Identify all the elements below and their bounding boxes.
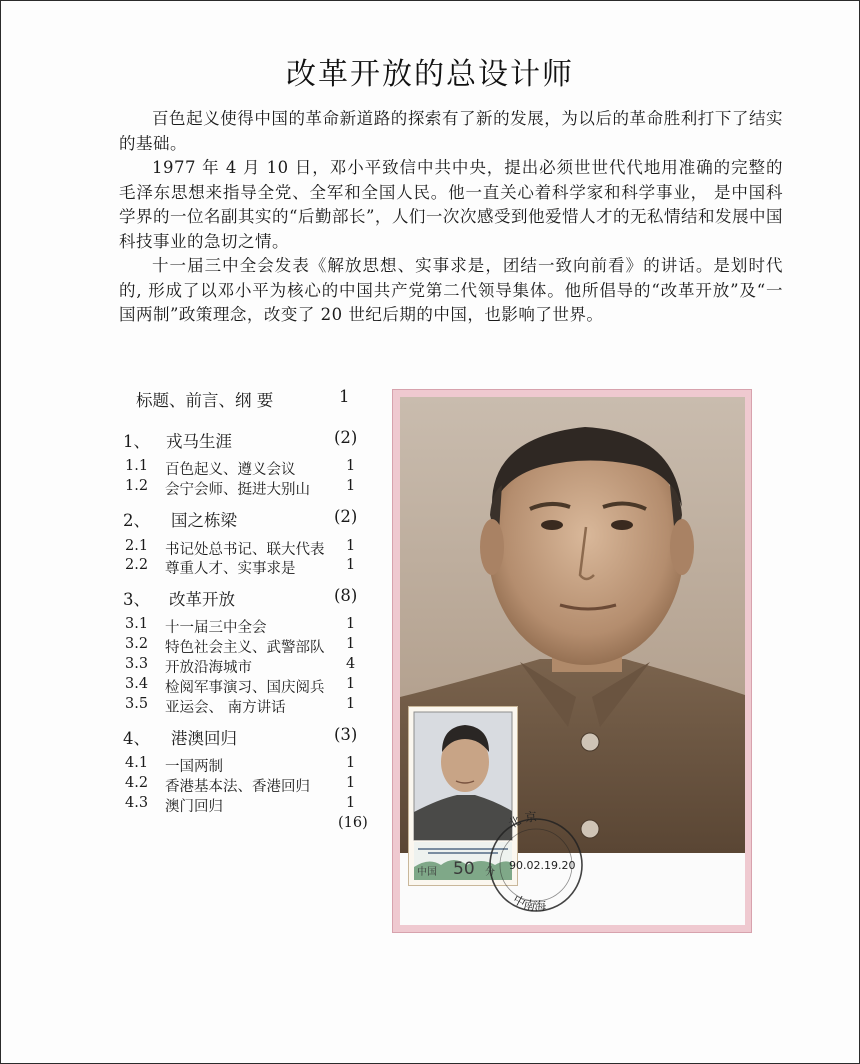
toc-item-number: 3.3 xyxy=(125,656,149,672)
toc-header-page: 1 xyxy=(339,387,350,406)
toc-item-number: 4.1 xyxy=(125,755,149,771)
toc-section-title: 戎马生涯 xyxy=(166,432,232,451)
toc-section-title: 港澳回归 xyxy=(171,729,237,748)
toc-section-count: (2) xyxy=(334,507,358,526)
intro-paragraph-2: 1977 年 4 月 10 日，邓小平致信中共中央，提出必须世世代代地用准确的完整的毛泽东思想来指导全党、全军和全国人民。他一直关心着科学家和科学事业， 是中国科学界的一位名副其实的“后勤部长”，人们一次次感受到他爱惜人才的无私情结和发展中国科技事业的急切之情。 xyxy=(119,158,783,251)
toc-item-title: 检阅军事演习、国庆阅兵 xyxy=(165,680,325,696)
toc-item-page: 1 xyxy=(346,755,356,771)
toc-item-page: 1 xyxy=(346,696,356,712)
toc-item-title: 亚运会、 南方讲话 xyxy=(165,700,286,716)
toc-item-title: 书记处总书记、联大代表 xyxy=(165,542,325,558)
toc-section-number: 3、 xyxy=(123,590,150,609)
toc-item-title: 十一届三中全会 xyxy=(165,620,267,636)
toc-item-page: 1 xyxy=(346,636,356,652)
toc-item-title: 一国两制 xyxy=(165,759,223,775)
toc-item-page: 1 xyxy=(346,616,356,632)
toc-item-number: 1.1 xyxy=(125,458,149,474)
toc-section-count: (3) xyxy=(334,725,358,744)
toc-item-number: 3.2 xyxy=(125,636,149,652)
toc-section-number: 1、 xyxy=(123,432,150,451)
toc-total: (16) xyxy=(338,815,368,831)
postmark-date: 90.02.19.20 xyxy=(509,859,576,872)
stamp-legend-text xyxy=(409,846,517,858)
intro-paragraph-1: 百色起义使得中国的革命新道路的探索有了新的发展，为以后的革命胜利打下了结实的基础。 xyxy=(119,109,783,153)
toc-section-number: 4、 xyxy=(123,729,150,748)
toc-item-title: 香港基本法、香港回归 xyxy=(165,779,310,795)
toc-item-page: 1 xyxy=(346,775,356,791)
toc-item-number: 4.3 xyxy=(125,795,149,811)
toc-item-page: 1 xyxy=(346,458,356,474)
toc-item-title: 澳门回归 xyxy=(165,799,223,815)
toc-item-title: 会宁会师、挺进大别山 xyxy=(165,482,310,498)
toc-section-count: (2) xyxy=(334,428,358,447)
table-of-contents xyxy=(1,1,401,901)
toc-section-number: 2、 xyxy=(123,511,150,530)
toc-item-number: 3.4 xyxy=(125,676,149,692)
toc-item-page: 1 xyxy=(346,676,356,692)
toc-section-title: 改革开放 xyxy=(169,590,235,609)
toc-section-count: (8) xyxy=(334,586,358,605)
stamp-unit: 分 xyxy=(485,867,495,878)
postage-stamp xyxy=(408,706,518,886)
postmark-city: 北 京 xyxy=(505,809,538,832)
intro-paragraph-3: 十一届三中全会发表《解放思想、实事求是，团结一致向前看》的讲话。是划时代的, 形成了以邓小平为核心的中国共产党第二代领导集体。他所倡导的“改革开放”及“一国两制”政策理念，改变了 20 世纪后期的中国，也影响了世界。 xyxy=(119,256,783,324)
toc-item-number: 3.1 xyxy=(125,616,149,632)
toc-item-page: 1 xyxy=(346,538,356,554)
toc-item-title: 特色社会主义、武警部队 xyxy=(165,640,325,656)
postmark-place: 中南海 xyxy=(510,892,547,914)
toc-header-label: 标题、前言、纲 要 xyxy=(136,391,274,410)
toc-item-number: 1.2 xyxy=(125,478,149,494)
toc-section-title: 国之栋梁 xyxy=(171,511,237,530)
stamp-denomination: 50 xyxy=(453,859,475,879)
toc-item-number: 3.5 xyxy=(125,696,149,712)
toc-item-number: 2.2 xyxy=(125,557,149,573)
toc-item-number: 2.1 xyxy=(125,538,149,554)
stamp-microtext-icon xyxy=(414,846,512,856)
toc-item-title: 百色起义、遵义会议 xyxy=(165,462,296,478)
toc-item-title: 尊重人才、实事求是 xyxy=(165,561,296,577)
stamp-country: 中国 xyxy=(417,867,437,878)
toc-item-page: 1 xyxy=(346,478,356,494)
toc-item-page: 1 xyxy=(346,557,356,573)
toc-item-page: 4 xyxy=(346,656,356,672)
toc-item-page: 1 xyxy=(346,795,356,811)
toc-item-number: 4.2 xyxy=(125,775,149,791)
toc-item-title: 开放沿海城市 xyxy=(165,660,252,676)
page-title: 改革开放的总设计师 xyxy=(286,57,574,92)
